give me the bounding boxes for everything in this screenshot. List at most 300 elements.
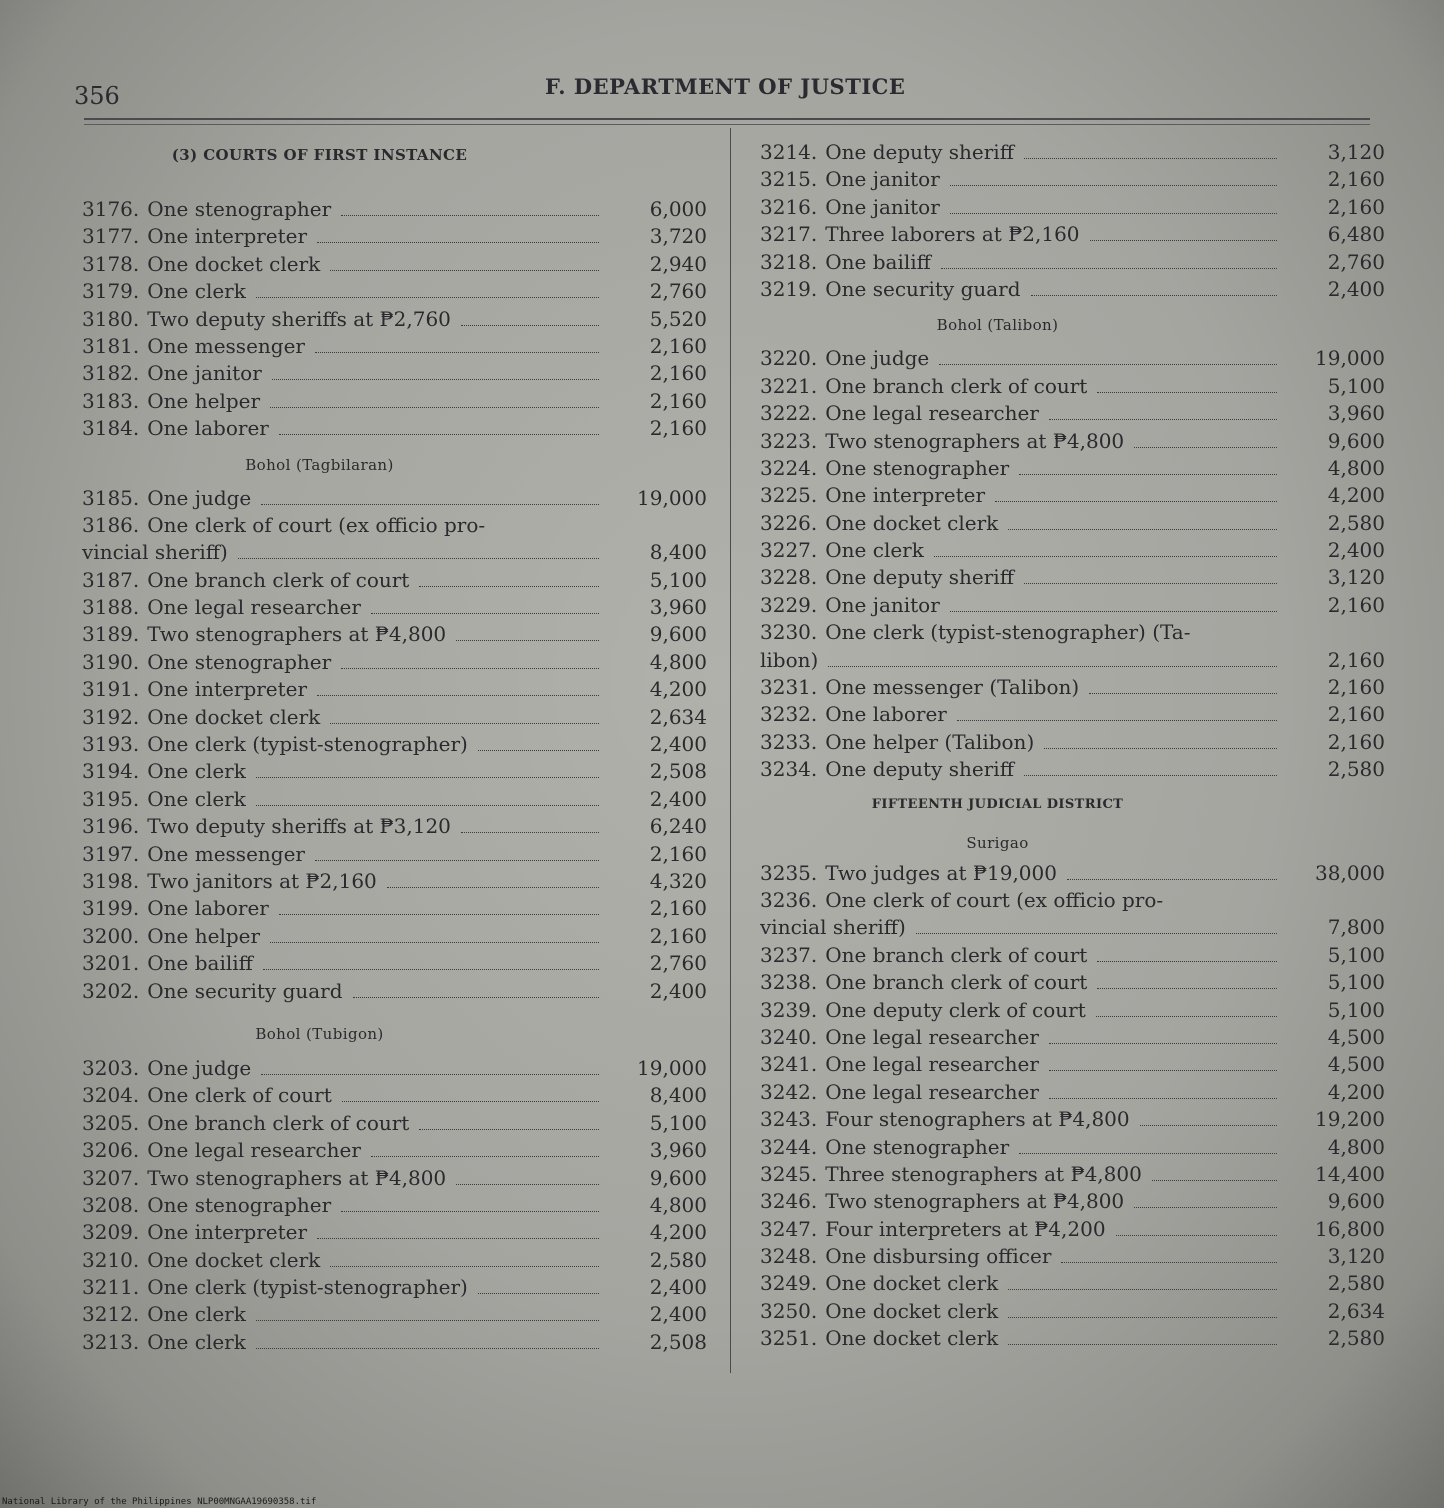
item-number: 3249. — [760, 1271, 818, 1296]
dot-leader — [1008, 1330, 1277, 1345]
item-number: 3232. — [760, 702, 818, 727]
item-number: 3229. — [760, 592, 818, 617]
dot-leader — [1096, 1002, 1277, 1017]
dot-leader — [270, 928, 599, 943]
section-title: (3) COURTS OF FIRST INSTANCE — [171, 146, 468, 164]
dot-leader — [950, 597, 1277, 612]
line-item-wrapped — [82, 513, 707, 540]
item-description: One clerk — [147, 1329, 246, 1354]
dot-leader — [1044, 734, 1277, 749]
line-item — [760, 1080, 1385, 1107]
item-amount: 19,000 — [637, 1055, 707, 1080]
left-group-2-wrap — [82, 513, 707, 568]
dot-leader — [957, 706, 1277, 721]
line-item — [760, 346, 1385, 373]
line-item — [760, 429, 1385, 456]
line-item — [82, 622, 707, 649]
line-item — [760, 1326, 1385, 1353]
item-amount: 5,100 — [1327, 970, 1385, 995]
item-number: 3195. — [82, 786, 140, 811]
item-description: Two stenographers at ₱4,800 — [147, 1165, 447, 1190]
item-number: 3184. — [82, 416, 140, 441]
item-amount: 4,800 — [649, 1192, 707, 1217]
item-amount: 2,760 — [1327, 249, 1385, 274]
subheading-tubigon: Bohol (Tubigon) — [255, 1024, 384, 1043]
item-number: 3241. — [760, 1052, 818, 1077]
line-item — [760, 675, 1385, 702]
dot-leader — [256, 283, 599, 298]
item-number: 3248. — [760, 1244, 818, 1269]
item-description: One clerk (typist-stenographer) (Ta- — [825, 620, 1191, 645]
item-number: 3179. — [82, 279, 140, 304]
item-description: One janitor — [825, 167, 940, 192]
line-item — [82, 924, 707, 951]
dot-leader — [478, 736, 599, 751]
item-description: One branch clerk of court — [147, 1110, 410, 1135]
item-amount: 6,240 — [649, 814, 707, 839]
item-amount: 16,800 — [1315, 1216, 1385, 1241]
item-description: Two stenographers at ₱4,800 — [825, 428, 1125, 453]
item-description: One helper (Talibon) — [825, 729, 1035, 754]
dot-leader — [1008, 515, 1277, 530]
item-description: Three laborers at ₱2,160 — [825, 222, 1080, 247]
item-number: 3196. — [82, 814, 140, 839]
line-item — [82, 486, 707, 513]
item-number: 3181. — [82, 333, 140, 358]
item-amount: 2,580 — [649, 1247, 707, 1272]
right-group-3-wrap — [760, 888, 1385, 943]
item-number: 3193. — [82, 732, 140, 757]
subheading-talibon: Bohol (Talibon) — [936, 316, 1059, 335]
dot-leader — [371, 599, 599, 614]
dot-leader — [1049, 1029, 1277, 1044]
item-amount: 2,760 — [649, 279, 707, 304]
item-amount: 4,200 — [1327, 483, 1385, 508]
line-item — [760, 730, 1385, 757]
item-description: One clerk — [147, 279, 246, 304]
line-item-continuation — [82, 540, 707, 567]
dot-leader — [330, 709, 599, 724]
item-amount: 2,160 — [649, 361, 707, 386]
item-amount: 2,160 — [1327, 729, 1385, 754]
line-item — [82, 334, 707, 361]
item-amount: 2,580 — [1327, 510, 1385, 535]
line-item — [82, 1193, 707, 1220]
line-item — [82, 677, 707, 704]
dot-leader — [419, 572, 599, 587]
item-number: 3239. — [760, 997, 818, 1022]
item-amount: 4,800 — [1327, 455, 1385, 480]
item-description: One laborer — [147, 896, 269, 921]
item-number: 3210. — [82, 1247, 140, 1272]
item-description: One docket clerk — [147, 1247, 321, 1272]
item-description: One clerk — [147, 786, 246, 811]
item-number: 3202. — [82, 978, 140, 1003]
dot-leader — [387, 873, 599, 888]
item-number: 3244. — [760, 1134, 818, 1159]
item-description: One interpreter — [825, 483, 986, 508]
item-amount: 3,960 — [649, 595, 707, 620]
item-description: One helper — [147, 923, 261, 948]
item-number: 3209. — [82, 1220, 140, 1245]
item-description: One security guard — [825, 276, 1021, 301]
item-description: One janitor — [147, 361, 262, 386]
dot-leader — [342, 1087, 599, 1102]
item-amount: 4,500 — [1327, 1024, 1385, 1049]
line-item — [760, 140, 1385, 167]
line-item — [760, 943, 1385, 970]
item-amount: 2,508 — [649, 759, 707, 784]
item-description: One deputy sheriff — [825, 140, 1014, 164]
item-amount: 4,200 — [1327, 1079, 1385, 1104]
dot-leader — [1134, 1193, 1277, 1208]
dot-leader — [916, 919, 1277, 934]
line-item — [82, 896, 707, 923]
item-description: One docket clerk — [147, 704, 321, 729]
item-description: One clerk of court (ex officio pro- — [147, 512, 486, 537]
item-amount: 2,940 — [649, 251, 707, 276]
dot-leader — [1089, 679, 1277, 694]
item-amount: 2,160 — [649, 923, 707, 948]
dot-leader — [1067, 865, 1277, 880]
item-amount: 4,200 — [649, 677, 707, 702]
line-item-wrapped — [760, 620, 1385, 647]
item-description: One legal researcher — [825, 1024, 1039, 1049]
dot-leader — [270, 393, 599, 408]
dot-leader — [341, 201, 599, 216]
line-item — [82, 1056, 707, 1083]
item-number: 3200. — [82, 923, 140, 948]
item-number: 3194. — [82, 759, 140, 784]
item-amount: 2,760 — [649, 951, 707, 976]
dot-leader — [1008, 1275, 1277, 1290]
item-description: One docket clerk — [825, 1326, 999, 1351]
item-description: One interpreter — [147, 1220, 308, 1245]
dot-leader — [256, 763, 599, 778]
scan-footer: National Library of the Philippines NLP00MNGAA19690358.tif — [2, 1497, 317, 1507]
item-description-continued: libon) — [760, 647, 819, 672]
item-description: One docket clerk — [825, 510, 999, 535]
running-head: F. DEPARTMENT OF JUSTICE — [545, 74, 906, 99]
right-column — [760, 140, 1385, 1354]
item-number: 3201. — [82, 951, 140, 976]
item-description: One judge — [825, 346, 930, 371]
item-number: 3237. — [760, 942, 818, 967]
item-amount: 2,508 — [649, 1329, 707, 1354]
item-description: Four interpreters at ₱4,200 — [825, 1216, 1106, 1241]
line-item-continuation — [760, 648, 1385, 675]
line-item — [82, 416, 707, 443]
item-number: 3247. — [760, 1216, 818, 1241]
item-description: One branch clerk of court — [825, 942, 1088, 967]
line-item — [760, 374, 1385, 401]
dot-leader — [1049, 405, 1277, 420]
item-number: 3216. — [760, 194, 818, 219]
item-number: 3176. — [82, 197, 140, 221]
item-number: 3246. — [760, 1189, 818, 1214]
line-item — [82, 650, 707, 677]
item-description: One deputy sheriff — [825, 757, 1014, 782]
dot-leader — [317, 1224, 599, 1239]
dot-leader — [341, 1197, 599, 1212]
item-amount: 19,000 — [1315, 346, 1385, 371]
item-number: 3187. — [82, 567, 140, 592]
item-amount: 8,400 — [649, 540, 707, 565]
item-amount: 2,160 — [649, 333, 707, 358]
item-number: 3242. — [760, 1079, 818, 1104]
dot-leader — [941, 254, 1277, 269]
item-description: Two stenographers at ₱4,800 — [825, 1189, 1125, 1214]
item-description: One clerk — [825, 538, 924, 563]
item-number: 3188. — [82, 595, 140, 620]
item-number: 3220. — [760, 346, 818, 371]
item-amount: 2,580 — [1327, 1326, 1385, 1351]
line-item — [82, 1330, 707, 1357]
item-description-continued: vincial sheriff) — [760, 915, 906, 940]
dot-leader — [1097, 974, 1277, 989]
line-item — [760, 1189, 1385, 1216]
item-amount: 3,960 — [649, 1138, 707, 1163]
item-number: 3251. — [760, 1326, 818, 1351]
line-item — [82, 705, 707, 732]
line-item — [82, 1302, 707, 1329]
line-item — [82, 814, 707, 841]
line-item — [82, 1111, 707, 1138]
dot-leader — [317, 228, 599, 243]
line-item — [82, 1166, 707, 1193]
line-item — [760, 167, 1385, 194]
dot-leader — [279, 900, 599, 915]
item-amount: 2,160 — [1327, 194, 1385, 219]
item-number: 3225. — [760, 483, 818, 508]
dot-leader — [256, 1306, 599, 1321]
item-number: 3180. — [82, 306, 140, 331]
item-amount: 2,400 — [1327, 276, 1385, 301]
item-number: 3190. — [82, 649, 140, 674]
item-amount: 2,160 — [1327, 592, 1385, 617]
item-description: One clerk of court — [147, 1083, 332, 1108]
item-number: 3182. — [82, 361, 140, 386]
line-item — [760, 1271, 1385, 1298]
item-amount: 19,200 — [1315, 1107, 1385, 1132]
item-description: One deputy sheriff — [825, 565, 1014, 590]
line-item — [760, 250, 1385, 277]
item-number: 3189. — [82, 622, 140, 647]
dot-leader — [330, 256, 599, 271]
item-number: 3203. — [82, 1055, 140, 1080]
item-amount: 2,580 — [1327, 1271, 1385, 1296]
page-header — [0, 70, 1444, 120]
item-number: 3192. — [82, 704, 140, 729]
item-description: One messenger — [147, 333, 305, 358]
line-item — [760, 1244, 1385, 1271]
dot-leader — [456, 626, 599, 641]
item-amount: 5,100 — [1327, 997, 1385, 1022]
line-item — [760, 195, 1385, 222]
line-item — [760, 702, 1385, 729]
item-number: 3230. — [760, 620, 818, 645]
dot-leader — [934, 542, 1277, 557]
dot-leader — [1049, 1084, 1277, 1099]
item-amount: 2,160 — [649, 841, 707, 866]
item-number: 3205. — [82, 1110, 140, 1135]
left-group-1 — [82, 197, 707, 444]
dot-leader — [461, 311, 599, 326]
item-number: 3199. — [82, 896, 140, 921]
item-amount: 2,400 — [649, 786, 707, 811]
item-description: One clerk (typist-stenographer) — [147, 732, 468, 757]
item-amount: 3,720 — [649, 224, 707, 249]
item-description: One judge — [147, 485, 252, 510]
item-number: 3191. — [82, 677, 140, 702]
item-number: 3197. — [82, 841, 140, 866]
item-number: 3238. — [760, 970, 818, 995]
item-description: One janitor — [825, 194, 940, 219]
right-group-2-wrap — [760, 620, 1385, 675]
line-item — [82, 979, 707, 1006]
dot-leader — [478, 1279, 599, 1294]
dot-leader — [1116, 1221, 1277, 1236]
line-item — [82, 842, 707, 869]
line-item — [760, 1299, 1385, 1326]
line-item — [82, 279, 707, 306]
dot-leader — [317, 681, 599, 696]
dot-leader — [1097, 947, 1277, 962]
subheading-tagbilaran: Bohol (Tagbilaran) — [245, 455, 394, 474]
dot-leader — [1024, 761, 1277, 776]
dot-leader — [461, 818, 599, 833]
line-item-continuation — [760, 915, 1385, 942]
item-number: 3211. — [82, 1275, 140, 1300]
right-group-2b — [760, 675, 1385, 785]
item-amount: 5,100 — [1327, 942, 1385, 967]
dot-leader — [1024, 569, 1277, 584]
line-item-wrapped — [760, 888, 1385, 915]
dot-leader — [272, 365, 599, 380]
line-item — [82, 759, 707, 786]
line-item — [760, 1162, 1385, 1189]
item-number: 3214. — [760, 140, 818, 164]
line-item — [82, 568, 707, 595]
dot-leader — [939, 350, 1277, 365]
item-description: Two stenographers at ₱4,800 — [147, 622, 447, 647]
item-amount: 5,100 — [1327, 373, 1385, 398]
district-heading: FIFTEENTH JUDICIAL DISTRICT — [871, 796, 1124, 812]
item-description: One bailiff — [147, 951, 253, 976]
item-description: One docket clerk — [147, 251, 321, 276]
item-amount: 4,320 — [649, 868, 707, 893]
item-amount: 2,160 — [1327, 702, 1385, 727]
line-item — [760, 538, 1385, 565]
item-description: One stenographer — [147, 197, 332, 221]
dot-leader — [950, 171, 1277, 186]
item-amount: 8,400 — [649, 1083, 707, 1108]
item-description: One docket clerk — [825, 1298, 999, 1323]
item-number: 3204. — [82, 1083, 140, 1108]
item-number: 3221. — [760, 373, 818, 398]
line-item — [82, 595, 707, 622]
item-description: One branch clerk of court — [825, 373, 1088, 398]
line-item — [82, 307, 707, 334]
line-item — [760, 565, 1385, 592]
item-amount: 9,600 — [1327, 1189, 1385, 1214]
item-description: One bailiff — [825, 249, 931, 274]
line-item — [760, 277, 1385, 304]
dot-leader — [315, 846, 599, 861]
left-column — [82, 140, 707, 1357]
dot-leader — [828, 652, 1277, 667]
dot-leader — [238, 544, 599, 559]
dot-leader — [256, 791, 599, 806]
item-number: 3227. — [760, 538, 818, 563]
item-description: One clerk of court (ex officio pro- — [825, 887, 1164, 912]
dot-leader — [353, 983, 599, 998]
dot-leader — [1019, 1139, 1277, 1154]
item-number: 3213. — [82, 1329, 140, 1354]
dot-leader — [950, 199, 1277, 214]
item-number: 3223. — [760, 428, 818, 453]
item-amount: 4,500 — [1327, 1052, 1385, 1077]
line-item — [760, 861, 1385, 888]
line-item — [760, 511, 1385, 538]
item-description: One clerk (typist-stenographer) — [147, 1275, 468, 1300]
line-item — [82, 869, 707, 896]
item-number: 3215. — [760, 167, 818, 192]
line-item — [82, 389, 707, 416]
item-description: One disbursing officer — [825, 1244, 1052, 1269]
item-number: 3186. — [82, 512, 140, 537]
dot-leader — [371, 1142, 599, 1157]
item-amount: 2,160 — [649, 896, 707, 921]
subheading-surigao: Surigao — [966, 833, 1029, 852]
right-group-3 — [760, 943, 1385, 1354]
item-amount: 4,800 — [1327, 1134, 1385, 1159]
item-amount: 9,600 — [1327, 428, 1385, 453]
dot-leader — [1049, 1056, 1277, 1071]
line-item — [760, 1135, 1385, 1162]
item-description-continued: vincial sheriff) — [82, 540, 228, 565]
line-item — [82, 732, 707, 759]
line-item — [82, 951, 707, 978]
item-amount: 6,480 — [1327, 222, 1385, 247]
item-number: 3226. — [760, 510, 818, 535]
dot-leader — [1134, 433, 1277, 448]
item-description: One laborer — [147, 416, 269, 441]
line-item — [760, 998, 1385, 1025]
line-item — [82, 787, 707, 814]
item-number: 3240. — [760, 1024, 818, 1049]
item-amount: 38,000 — [1315, 860, 1385, 885]
item-description: One stenographer — [825, 1134, 1010, 1159]
item-description: Two deputy sheriffs at ₱3,120 — [147, 814, 451, 839]
line-item — [82, 1275, 707, 1302]
item-number: 3207. — [82, 1165, 140, 1190]
item-number: 3218. — [760, 249, 818, 274]
item-description: One stenographer — [825, 455, 1010, 480]
item-amount: 5,100 — [649, 1110, 707, 1135]
item-description: One stenographer — [147, 1192, 332, 1217]
item-description: One interpreter — [147, 677, 308, 702]
item-amount: 2,160 — [1327, 167, 1385, 192]
page-number: 356 — [74, 82, 120, 110]
line-item — [82, 1083, 707, 1110]
dot-leader — [1019, 460, 1277, 475]
item-number: 3234. — [760, 757, 818, 782]
dot-leader — [456, 1170, 599, 1185]
dot-leader — [1061, 1248, 1277, 1263]
item-description: Two judges at ₱19,000 — [825, 860, 1057, 885]
item-description: One legal researcher — [825, 1052, 1039, 1077]
